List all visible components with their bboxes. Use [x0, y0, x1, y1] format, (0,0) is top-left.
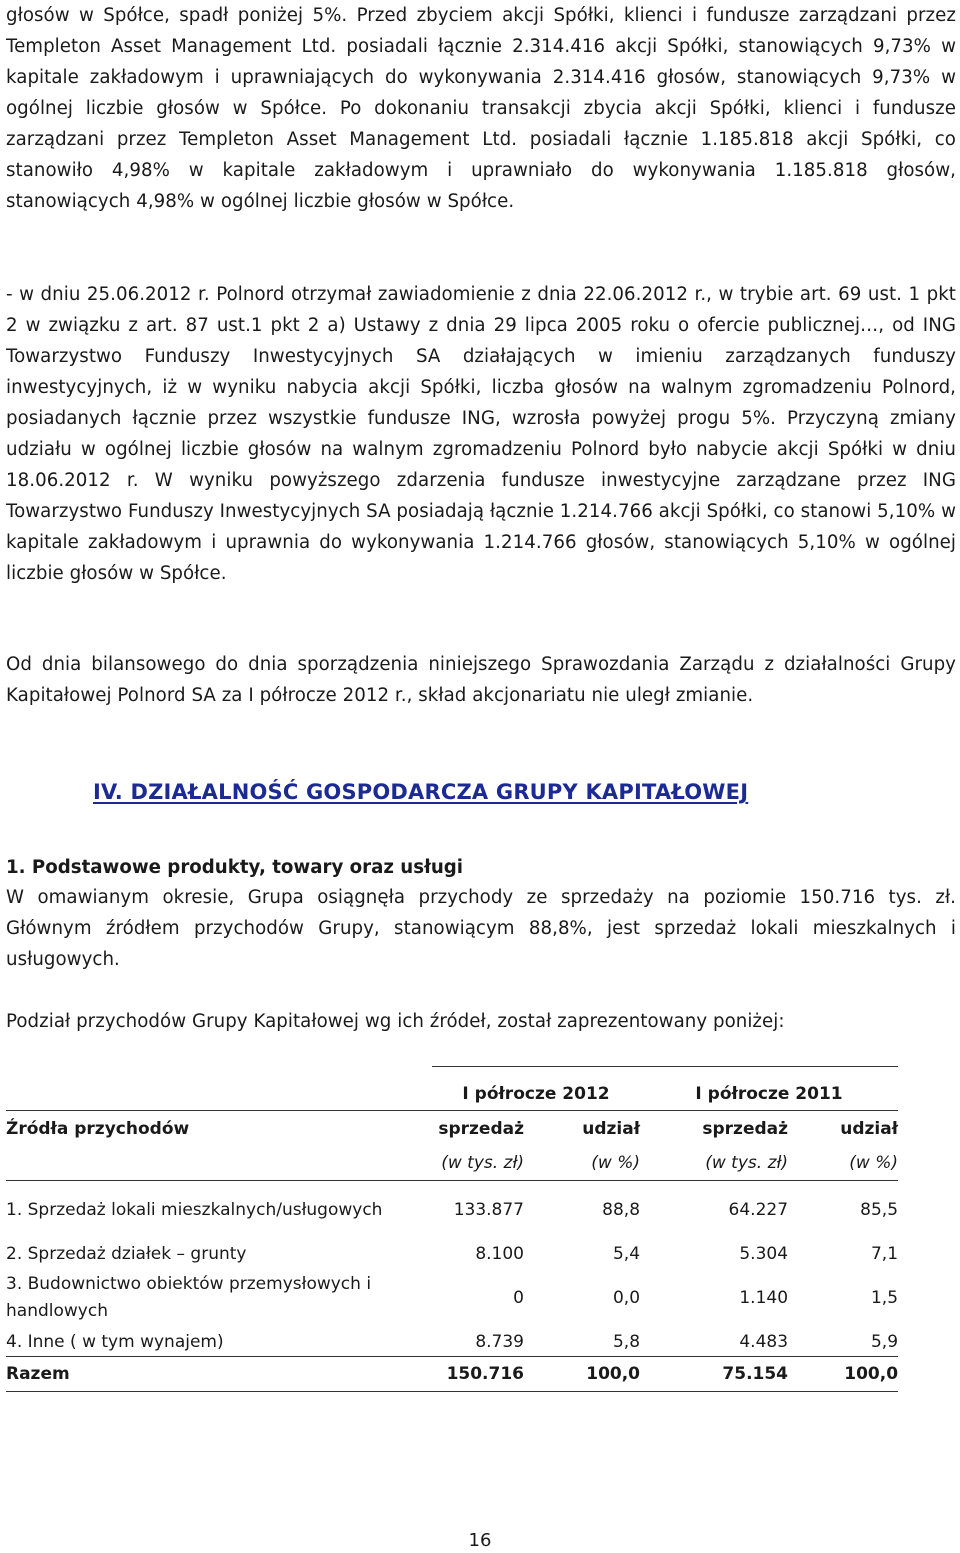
table-total-row: [6, 1357, 898, 1392]
table-row: [6, 1240, 898, 1269]
table-row: [6, 1269, 898, 1328]
total-sales-2012: 150.716: [446, 1364, 524, 1384]
period-2011-header: I półrocze 2011: [640, 1067, 898, 1111]
share-2012-cell: 5,4: [612, 1244, 641, 1264]
revenue-table: [6, 1066, 898, 1392]
share-2011-header: udział: [840, 1118, 899, 1139]
row-label: 4. Inne ( w tym wynajem): [6, 1331, 224, 1352]
table-row: [6, 1181, 898, 1240]
paragraph-shareholding-unchanged: Od dnia bilansowego do dnia sporządzenia niniejszego Sprawozdania Zarządu z działalności Grupy Kapitałowej Polnord SA za I półrocze 2012 r., skład akcjonariatu nie uległ zmianie.: [6, 654, 956, 706]
row-label: 3. Budownictwo obiektów przemysłowych i handlowych: [6, 1274, 372, 1321]
total-share-2011: 100,0: [844, 1364, 899, 1384]
total-share-2012: 100,0: [586, 1364, 641, 1384]
table-period-header-row: [6, 1067, 898, 1111]
sales-2011-cell: 5.304: [739, 1244, 789, 1264]
unit-share-2011: (w %): [849, 1153, 899, 1174]
row-label: 1. Sprzedaż lokali mieszkalnych/usługowych: [6, 1199, 383, 1220]
period-2012-header: I półrocze 2012: [432, 1067, 640, 1111]
table-column-header-row: [6, 1111, 898, 1147]
table-unit-row: [6, 1147, 898, 1181]
table-row: [6, 1328, 898, 1357]
share-2011-cell: 7,1: [870, 1244, 899, 1264]
sales-2012-cell: 133.877: [453, 1199, 524, 1220]
total-label: Razem: [6, 1364, 70, 1384]
share-2012-cell: 5,8: [612, 1331, 641, 1352]
paragraph-table-intro: Podział przychodów Grupy Kapitałowej wg ich źródeł, został zaprezentowany poniżej:: [6, 1011, 785, 1032]
sales-2012-cell: 0: [513, 1287, 524, 1308]
share-2011-cell: 85,5: [860, 1199, 899, 1220]
share-2012-header: udział: [582, 1118, 641, 1139]
unit-sales-2011: (w tys. zł): [705, 1153, 789, 1174]
paragraph-ing-notice: - w dniu 25.06.2012 r. Polnord otrzymał zawiadomienie z dnia 22.06.2012 r., w trybie art. 69 ust. 1 pkt 2 w związku z art. 87 ust.1 pkt 2 a) Ustawy z dnia 29 lipca 2005 roku o ofercie publicznej…, od ING Towarzystwo Funduszy Inwestycyjnych SA działających w imieniu zarządzanych funduszy inwestycyjnych, iż w wyniku nabycia akcji Spółki, liczba głosów na walnym zgromadzeniu Polnord, posiadanych łącznie przez wszystkie fundusze ING, wzrosła powyżej progu 5%. Przyczyną zmiany udziału w ogólnej liczbie głosów na walnym zgromadzeniu Polnord było nabycie akcji Spółki w dniu 18.06.2012 r. W wyniku powyższego zdarzenia fundusze inwestycyjne zarządzane przez ING Towarzystwo Funduszy Inwestycyjnych SA posiadają łącznie 1.214.766 akcji Spółki, co stanowi 5,10% w kapitale zakładowym i uprawnia do wykonywania 1.214.766 głosów, stanowiących 5,10% w ogólnej liczbie głosów w Spółce.: [6, 284, 956, 584]
sales-2012-cell: 8.100: [475, 1244, 524, 1264]
share-2012-cell: 88,8: [602, 1199, 641, 1220]
sales-2012-header: sprzedaż: [438, 1118, 524, 1139]
subsection-heading: 1. Podstawowe produkty, towary oraz usługi: [6, 857, 464, 878]
source-column-header: Źródła przychodów: [6, 1118, 190, 1139]
unit-sales-2012: (w tys. zł): [441, 1153, 524, 1174]
share-2011-cell: 5,9: [870, 1331, 899, 1352]
paragraph-templeton: głosów w Spółce, spadł poniżej 5%. Przed zbyciem akcji Spółki, klienci i fundusze zarządzani przez Templeton Asset Management Ltd. posiadali łącznie 2.314.416 akcji Spółki, stanowiących 9,73% w kapitale zakładowym i uprawniających do wykonywania 2.314.416 głosów, stanowiących 9,73% w ogólnej liczbie głosów w Spółce. Po dokonaniu transakcji zbycia akcji Spółki, klienci i fundusze zarządzani przez Templeton Asset Management Ltd. posiadali łącznie 1.185.818 akcji Spółki, co stanowiło 4,98% w kapitale zakładowym i uprawniało do wykonywania 1.185.818 głosów, stanowiących 4,98% w ogólnej liczbie głosów w Spółce.: [6, 5, 956, 212]
share-2011-cell: 1,5: [870, 1287, 899, 1308]
page-number: 16: [468, 1530, 492, 1551]
paragraph-revenue-summary: W omawianym okresie, Grupa osiągnęła przychody ze sprzedaży na poziomie 150.716 tys. zł. Głównym źródłem przychodów Grupy, stanowiącym 88,8%, jest sprzedaż lokali mieszkalnych i usługowych.: [6, 887, 956, 970]
sales-2012-cell: 8.739: [475, 1331, 524, 1352]
unit-share-2012: (w %): [591, 1153, 641, 1174]
section-heading: IV. DZIAŁALNOŚĆ GOSPODARCZA GRUPY KAPITAŁOWEJ: [93, 780, 749, 804]
row-label: 2. Sprzedaż działek – grunty: [6, 1244, 247, 1264]
total-sales-2011: 75.154: [722, 1364, 789, 1384]
sales-2011-header: sprzedaż: [702, 1118, 789, 1139]
sales-2011-cell: 64.227: [728, 1199, 789, 1220]
sales-2011-cell: 1.140: [739, 1287, 789, 1308]
share-2012-cell: 0,0: [612, 1287, 641, 1308]
sales-2011-cell: 4.483: [739, 1331, 789, 1352]
